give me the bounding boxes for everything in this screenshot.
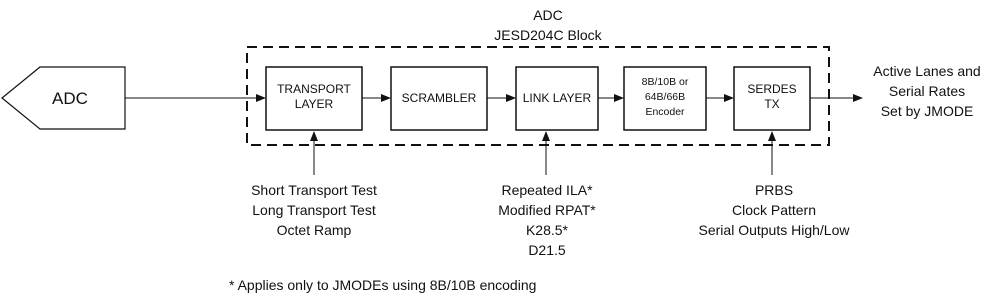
serdes-tx-line-2: TX: [764, 97, 780, 111]
transport-layer-line-2: LAYER: [294, 97, 334, 111]
output-line-3: Set by JMODE: [880, 103, 974, 119]
serdes-test-2: Clock Pattern: [731, 202, 817, 218]
link-test-3: K28.5*: [525, 222, 569, 238]
transport-layer-line-1: TRANSPORT: [277, 82, 351, 96]
serdes-tx-line-1: SERDES: [747, 82, 797, 96]
serdes-test-3: Serial Outputs High/Low: [698, 222, 850, 238]
link-test-2: Modified RPAT*: [498, 202, 596, 218]
footnote: * Applies only to JMODEs using 8B/10B encoding: [229, 277, 537, 293]
output-line-2: Serial Rates: [888, 83, 966, 99]
link-test-4: D21.5: [528, 242, 566, 258]
header-subtitle: JESD204C Block: [494, 27, 602, 43]
encoder-line-1: 8B/10B or: [641, 76, 689, 88]
header-title: ADC: [533, 7, 563, 23]
output-line-1: Active Lanes and: [873, 63, 981, 79]
adc-source-label: ADC: [52, 89, 88, 108]
encoder-line-3: Encoder: [645, 106, 685, 118]
scrambler-label: SCRAMBLER: [401, 91, 477, 105]
link-test-1: Repeated ILA*: [501, 182, 593, 198]
encoder-line-2: 64B/66B: [644, 91, 686, 103]
transport-test-1: Short Transport Test: [251, 182, 377, 198]
transport-test-2: Long Transport Test: [252, 202, 376, 218]
transport-test-3: Octet Ramp: [276, 222, 352, 238]
serdes-test-1: PRBS: [754, 182, 794, 198]
link-layer-label: LINK LAYER: [522, 91, 592, 105]
